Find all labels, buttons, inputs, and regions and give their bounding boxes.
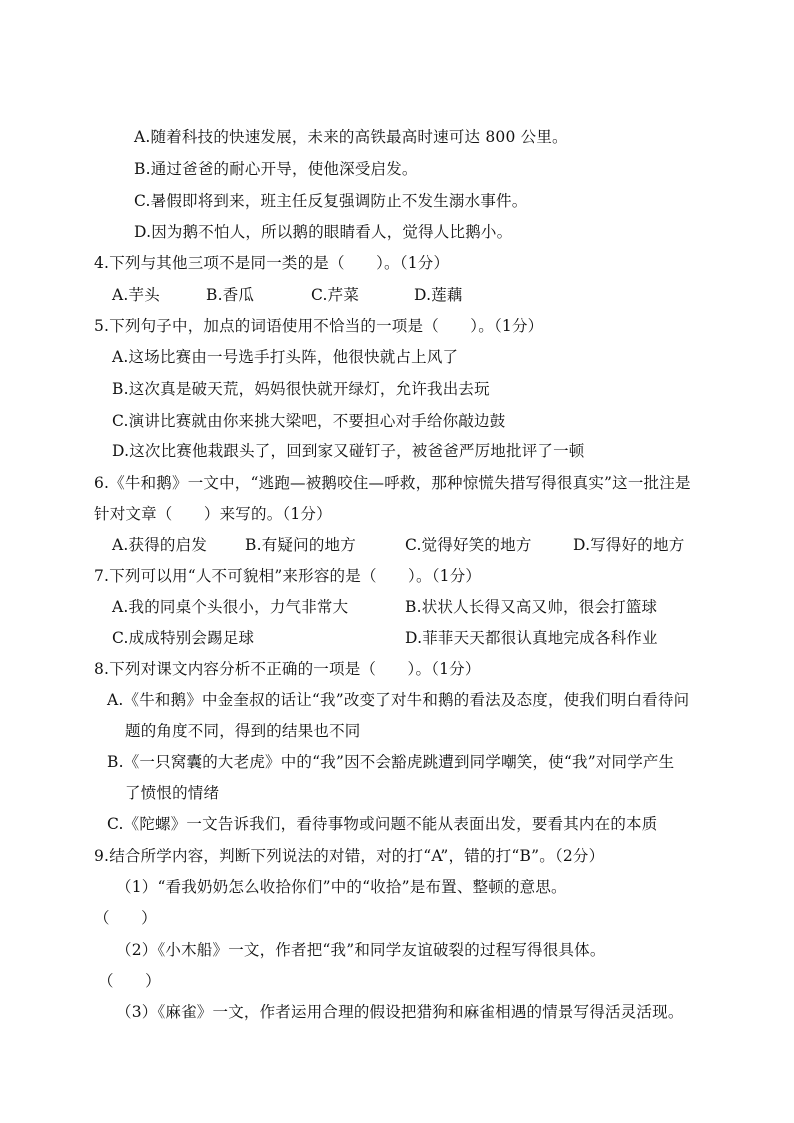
q6-stem-line1: 6.《牛和鹅》一文中，“逃跑—被鹅咬住—呼救，那种惊慌失措写得很真实”这一批注是 <box>94 474 691 492</box>
q7-option-c: C.成成特别会踢足球 <box>112 629 255 647</box>
q7-option-b: B.状状人长得又高又帅，很会打篮球 <box>405 598 658 616</box>
q4-stem: 4.下列与其他三项不是同一类的是（ ）。（1分） <box>94 254 450 272</box>
q9-answer-blank-1: （ ） <box>94 909 157 927</box>
q9-item-3: （3）《麻雀》一文，作者运用合理的假设把猎狗和麻雀相遇的情景写得活灵活现。 <box>116 1003 684 1021</box>
q6-stem-line2: 针对文章（ ）来写的。（1分） <box>94 505 332 523</box>
q8-stem: 8.下列对课文内容分析不正确的一项是（ ）。（1分） <box>94 660 481 678</box>
q6-option-a: A.获得的启发 <box>112 536 208 554</box>
q3-option-c: C.暑假即将到来，班主任反复强调防止不发生溺水事件。 <box>134 192 528 210</box>
q5-option-a: A.这场比赛由一号选手打头阵，他很快就占上风了 <box>112 348 459 366</box>
q4-option-c: C.芹菜 <box>311 286 360 304</box>
q9-item-2: （2）《小木船》一文，作者把“我”和同学友谊破裂的过程写得很具体。 <box>116 941 606 959</box>
q8-option-b-line2: 了愤恨的情绪 <box>125 784 220 802</box>
q7-option-d: D.菲菲天天都很认真地完成各科作业 <box>405 629 658 647</box>
q9-answer-blank-2: （ ） <box>98 972 161 990</box>
q6-option-d: D.写得好的地方 <box>573 536 685 554</box>
q7-stem: 7.下列可以用“人不可貌相”来形容的是（ ）。（1分） <box>94 567 482 585</box>
q3-option-d: D.因为鹅不怕人，所以鹅的眼睛看人，觉得人比鹅小。 <box>134 223 513 241</box>
q4-option-d: D.莲藕 <box>414 286 463 304</box>
q5-option-d: D.这次比赛他栽跟头了，回到家又碰钉子，被爸爸严厉地批评了一顿 <box>112 442 585 460</box>
q8-option-b-line1: B.《一只窝囊的大老虎》中的“我”因不会豁虎跳遭到同学嘲笑，使“我”对同学产生 <box>107 753 675 771</box>
q8-option-a-line2: 题的角度不同，得到的结果也不同 <box>125 722 361 740</box>
q5-stem: 5.下列句子中，加点的词语使用不恰当的一项是（ ）。（1分） <box>94 317 544 335</box>
q5-option-c: C.演讲比赛就由你来挑大梁吧，不要担心对手给你敲边鼓 <box>112 412 506 430</box>
q6-option-b: B.有疑问的地方 <box>245 536 356 554</box>
q4-option-b: B.香瓜 <box>206 286 255 304</box>
q9-item-1: （1）“看我奶奶怎么收拾你们”中的“收拾”是布置、整顿的意思。 <box>116 878 567 896</box>
q3-option-b: B.通过爸爸的耐心开导，使他深受启发。 <box>134 160 418 178</box>
q8-option-a-line1: A.《牛和鹅》中金奎叔的话让“我”改变了对牛和鹅的看法及态度，使我们明白看待问 <box>107 691 690 709</box>
q6-option-c: C.觉得好笑的地方 <box>405 536 532 554</box>
q5-option-b: B.这次真是破天荒，妈妈很快就开绿灯，允许我出去玩 <box>112 380 490 398</box>
q3-option-a: A.随着科技的快速发展，未来的高铁最高时速可达 800 公里。 <box>134 128 568 146</box>
q7-option-a: A.我的同桌个头很小，力气非常大 <box>112 598 349 616</box>
q4-option-a: A.芋头 <box>112 286 160 304</box>
q8-option-c: C.《陀螺》一文告诉我们，看待事物或问题不能从表面出发，要看其内在的本质 <box>107 815 658 833</box>
q9-stem: 9.结合所学内容，判断下列说法的对错，对的打“A”，错的打“B”。（2分） <box>94 847 605 865</box>
